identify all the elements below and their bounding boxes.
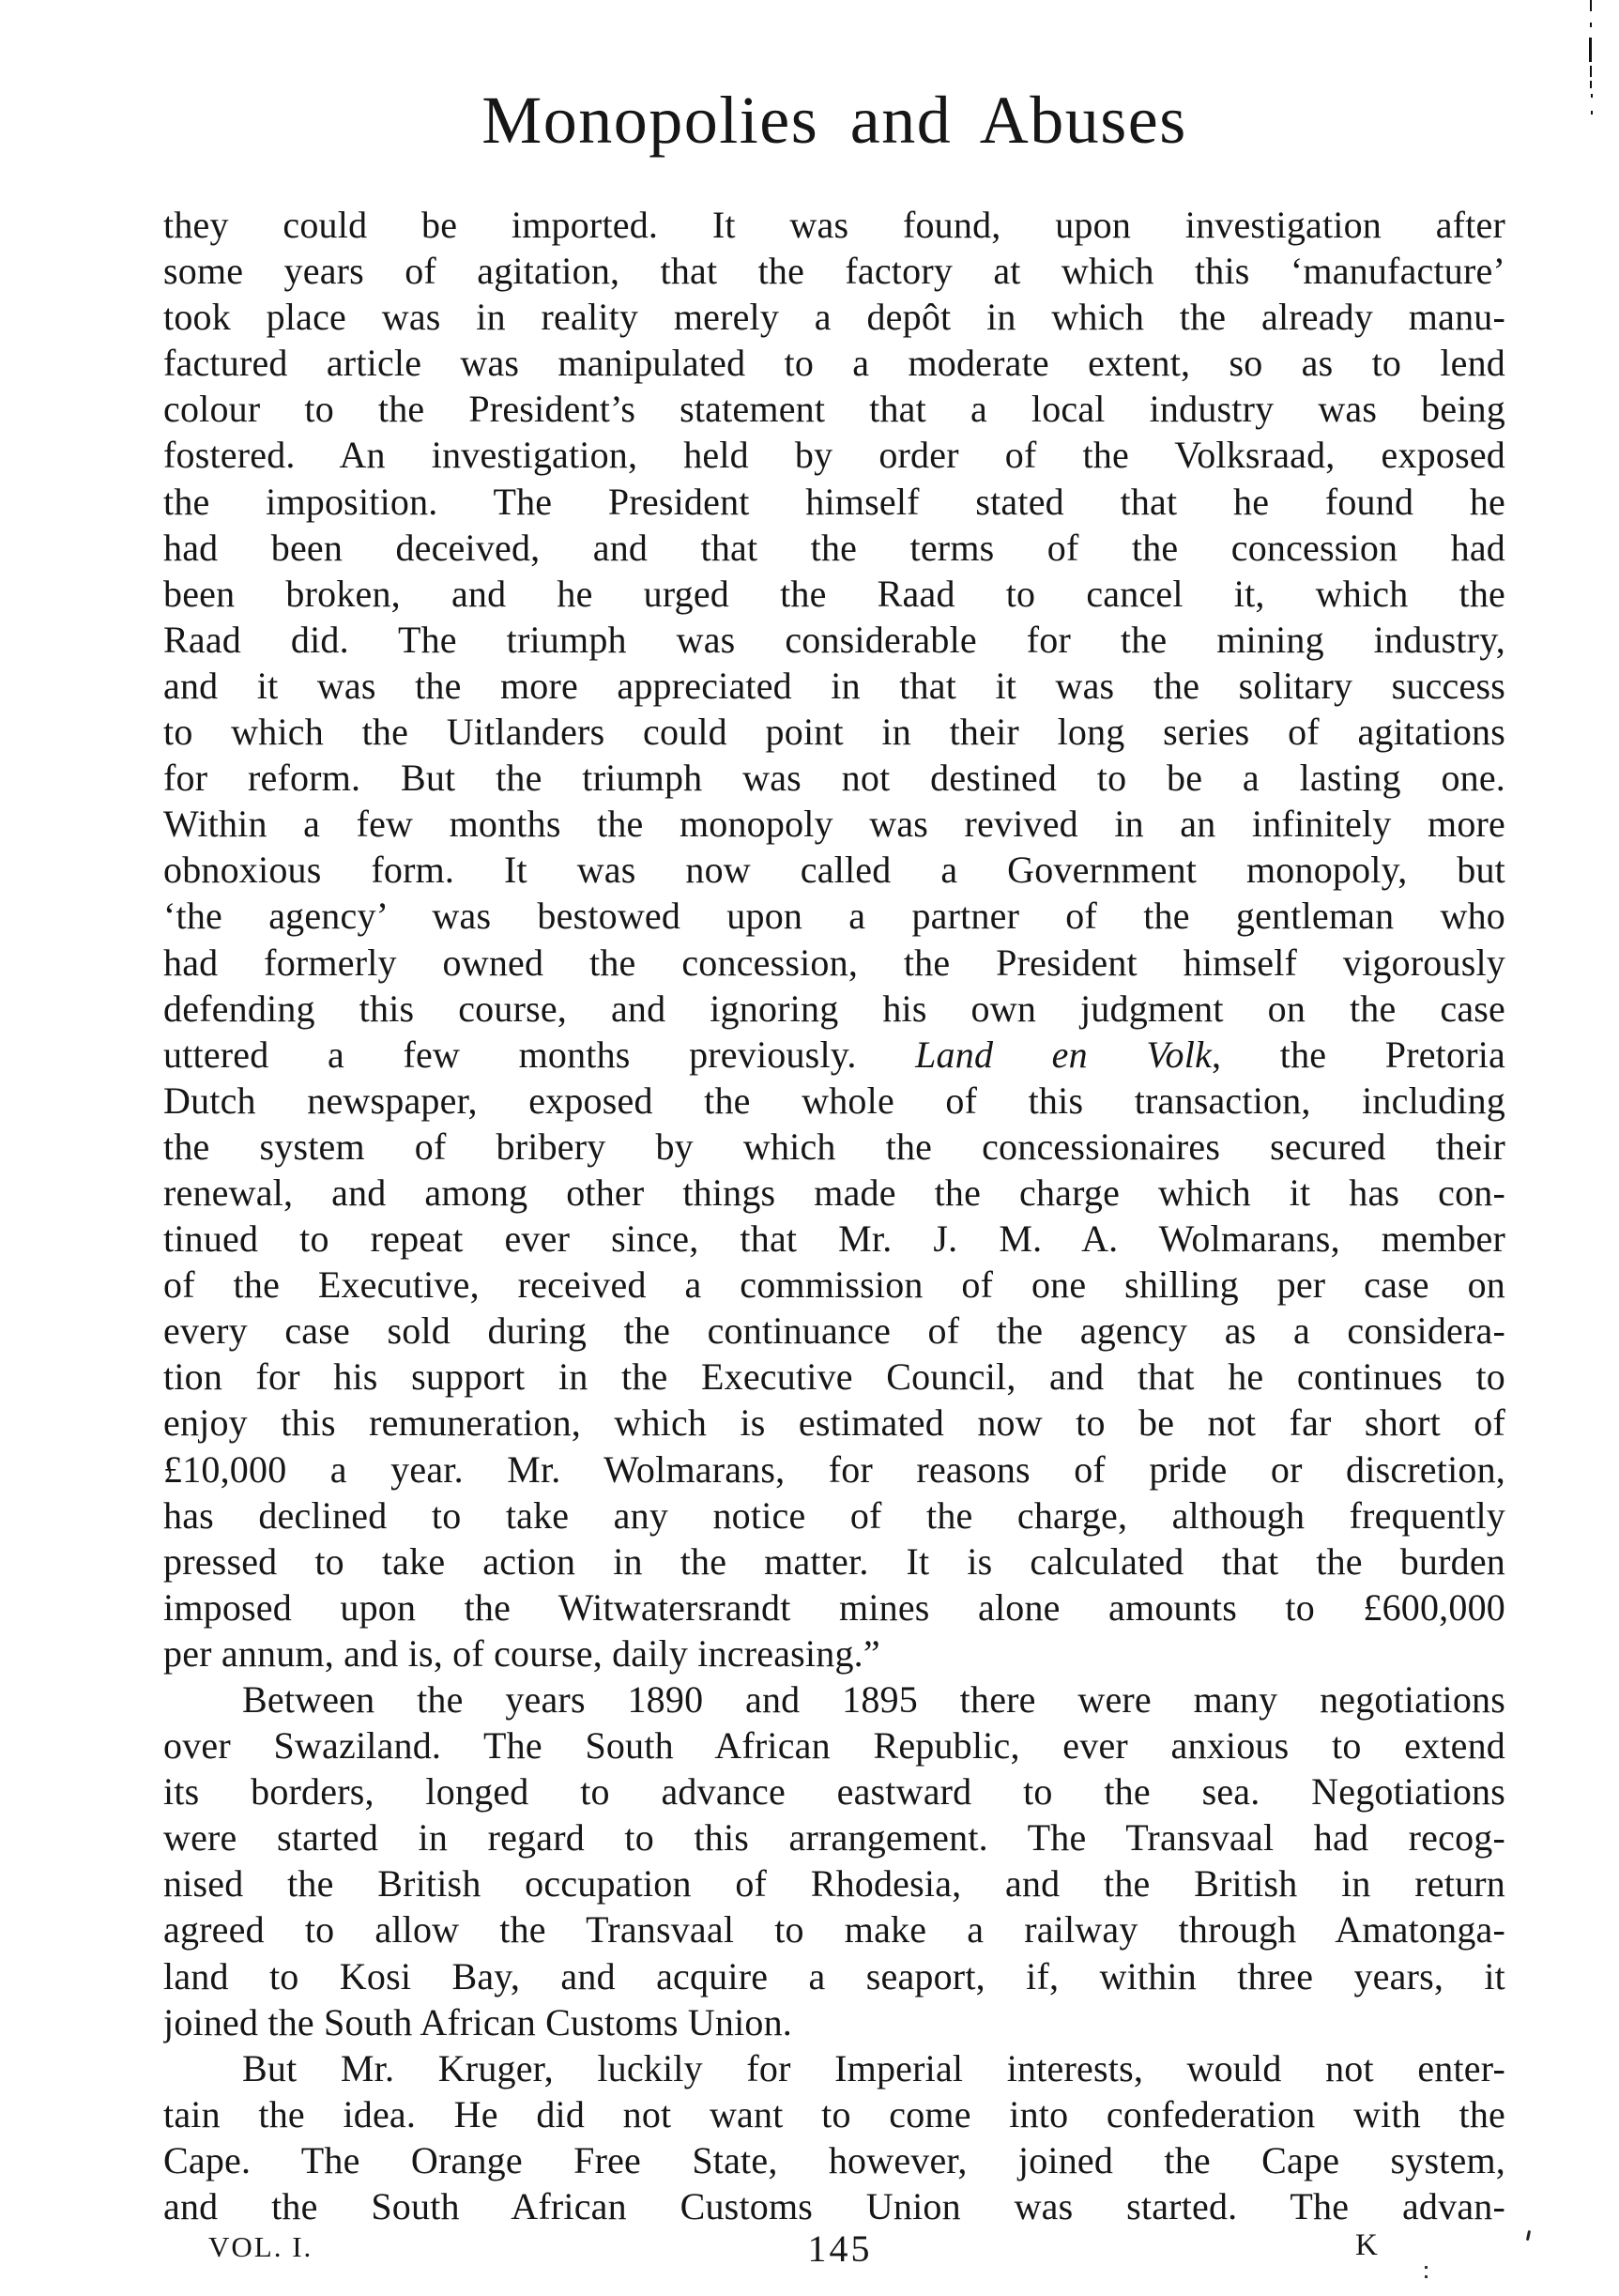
page-title: Monopolies and Abuses xyxy=(481,83,1187,158)
scan-artifact-line-segment xyxy=(1591,94,1593,98)
text-line: agreed to allow the Transvaal to make a railway through Amatonga- xyxy=(163,1908,1505,1952)
text-line: imposed upon the Witwatersrandt mines alone amounts to £600,000 xyxy=(163,1585,1505,1629)
text-line: to which the Uitlanders could point in their long series of agitations xyxy=(163,711,1505,754)
text-line: factured article was manipulated to a moderate extent, so as to lend xyxy=(163,342,1505,385)
text-line: obnoxious form. It was now called a Government monopoly, but xyxy=(163,849,1505,892)
scan-speck xyxy=(1526,2230,1531,2241)
text-line: ‘the agency’ was bestowed upon a partner of the gentleman who xyxy=(163,895,1505,938)
text-line: £10,000 a year. Mr. Wolmarans, for reasons of pride or discretion, xyxy=(163,1447,1505,1491)
scan-artifact-line-segment xyxy=(1590,23,1592,27)
text-line: joined the South African Customs Union. xyxy=(163,2000,792,2043)
text-line: pressed to take action in the matter. It is calculated that the burden xyxy=(163,1539,1505,1583)
text-line: colour to the President’s statement that a local industry was being xyxy=(163,388,1505,431)
footer-page-number: 145 xyxy=(807,2227,873,2270)
text-line: has declined to take any notice of the charge, although frequently xyxy=(163,1493,1505,1537)
scan-speck xyxy=(1425,2266,1428,2269)
text-line: and it was the more appreciated in that it was the solitary success xyxy=(163,664,1505,707)
text-line: Cape. The Orange Free State, however, joined the Cape system, xyxy=(163,2138,1505,2181)
body-text xyxy=(163,202,1505,2229)
footer-volume-label: VOL. I. xyxy=(208,2230,313,2263)
text-line: Dutch newspaper, exposed the whole of this transaction, including xyxy=(163,1079,1505,1122)
text-line: had been deceived, and that the terms of the concession had xyxy=(163,526,1505,569)
text-line: over Swaziland. The South African Republic, ever anxious to extend xyxy=(163,1724,1505,1768)
text-line: Between the years 1890 and 1895 there were many negotiations xyxy=(242,1678,1505,1721)
text-line: they could be imported. It was found, upon investigation after xyxy=(163,204,1505,246)
text-line: had formerly owned the concession, the President himself vigorously xyxy=(163,941,1505,984)
text-line: of the Executive, received a commission of one shilling per case on xyxy=(163,1263,1505,1307)
text-line: tain the idea. He did not want to come into confederation with the xyxy=(163,2092,1505,2135)
text-line: been broken, and he urged the Raad to cancel it, which the xyxy=(163,572,1505,615)
text-line: tinued to repeat ever since, that Mr. J. M. A. Wolmarans, member xyxy=(163,1217,1505,1261)
text-line: tion for his support in the Executive Council, and that he continues to xyxy=(163,1355,1505,1399)
text-line: every case sold during the continuance of the agency as a considera- xyxy=(163,1309,1505,1353)
scan-speck xyxy=(1425,2275,1428,2278)
text-line: per annum, and is, of course, daily increasing.” xyxy=(163,1631,880,1675)
scan-artifact-line-segment xyxy=(1590,81,1592,88)
text-line: enjoy this remuneration, which is estimated now to be not far short of xyxy=(163,1401,1505,1445)
text-line: the imposition. The President himself stated that he found he xyxy=(163,480,1505,523)
text-line: and the South African Customs Union was started. The advan- xyxy=(163,2185,1505,2228)
text-line: uttered a few months previously. Land en Volk, the Pretoria xyxy=(163,1033,1505,1076)
text-line: fostered. An investigation, held by order of the Volksraad, exposed xyxy=(163,434,1505,477)
text-line: some years of agitation, that the factory at which this ‘manufacture’ xyxy=(163,250,1505,293)
text-line: land to Kosi Bay, and acquire a seaport, if, within three years, it xyxy=(163,1954,1505,1998)
text-line: defending this course, and ignoring his own judgment on the case xyxy=(163,987,1505,1030)
text-line: were started in regard to this arrangement. The Transvaal had recog- xyxy=(163,1816,1505,1860)
scan-artifact-line-segment xyxy=(1590,66,1592,77)
text-line: the system of bribery by which the concessionaires secured their xyxy=(163,1125,1505,1168)
scan-artifact-line-segment xyxy=(1589,38,1592,62)
text-line: renewal, and among other things made the charge which it has con- xyxy=(163,1171,1505,1214)
text-line: Within a few months the monopoly was revived in an infinitely more xyxy=(163,803,1505,846)
text-line: for reform. But the triumph was not destined to be a lasting one. xyxy=(163,757,1505,800)
footer-signature-mark: K xyxy=(1355,2228,1378,2262)
text-line: its borders, longed to advance eastward to the sea. Negotiations xyxy=(163,1770,1505,1814)
text-line: But Mr. Kruger, luckily for Imperial interests, would not enter- xyxy=(242,2046,1505,2089)
scan-artifact-line-segment xyxy=(1591,111,1593,115)
text-line: took place was in reality merely a depôt in which the already manu- xyxy=(163,296,1505,339)
scan-artifact-line-segment xyxy=(1590,0,1592,11)
text-line: Raad did. The triumph was considerable for the mining industry, xyxy=(163,618,1505,661)
text-line: nised the British occupation of Rhodesia, and the British in return xyxy=(163,1862,1505,1906)
